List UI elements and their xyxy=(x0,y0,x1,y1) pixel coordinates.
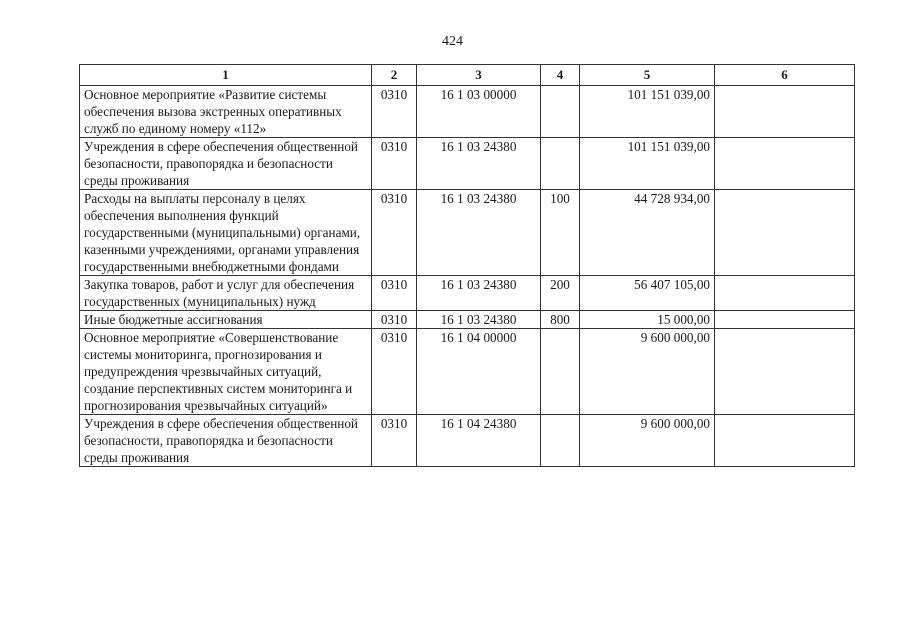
row-type: 800 xyxy=(541,311,580,329)
table-row xyxy=(80,276,855,311)
row-type xyxy=(541,415,580,467)
row-target: 16 1 03 24380 xyxy=(417,311,541,329)
row-target: 16 1 04 24380 xyxy=(417,415,541,467)
row-type: 200 xyxy=(541,276,580,311)
header-col-4: 4 xyxy=(541,65,580,86)
table-row xyxy=(80,86,855,138)
table-row xyxy=(80,415,855,467)
table-row xyxy=(80,138,855,190)
header-col-3: 3 xyxy=(417,65,541,86)
row-name: Закупка товаров, работ и услуг для обеспечения государственных (муниципальных) нужд xyxy=(80,276,372,311)
row-extra xyxy=(715,86,855,138)
row-amount: 56 407 105,00 xyxy=(580,276,715,311)
row-amount: 44 728 934,00 xyxy=(580,190,715,276)
row-name: Иные бюджетные ассигнования xyxy=(80,311,372,329)
row-extra xyxy=(715,329,855,415)
row-name: Основное мероприятие «Совершенствование системы мониторинга, прогнозирования и предупреждения чрезвычайных ситуаций, создание перспективных систем мониторинга и прогнозирования чрезвычайных ситуаций» xyxy=(80,329,372,415)
row-extra xyxy=(715,311,855,329)
row-extra xyxy=(715,138,855,190)
row-target: 16 1 03 24380 xyxy=(417,276,541,311)
row-section: 0310 xyxy=(372,415,417,467)
row-type xyxy=(541,329,580,415)
row-extra xyxy=(715,415,855,467)
table-header-row xyxy=(80,65,855,86)
row-target: 16 1 03 24380 xyxy=(417,138,541,190)
row-target: 16 1 04 00000 xyxy=(417,329,541,415)
row-target: 16 1 03 24380 xyxy=(417,190,541,276)
header-col-6: 6 xyxy=(715,65,855,86)
row-section: 0310 xyxy=(372,329,417,415)
row-amount: 9 600 000,00 xyxy=(580,329,715,415)
row-section: 0310 xyxy=(372,86,417,138)
row-amount: 101 151 039,00 xyxy=(580,86,715,138)
row-type xyxy=(541,86,580,138)
row-amount: 15 000,00 xyxy=(580,311,715,329)
row-name: Учреждения в сфере обеспечения общественной безопасности, правопорядка и безопасности среды проживания xyxy=(80,138,372,190)
row-extra xyxy=(715,276,855,311)
table-row xyxy=(80,311,855,329)
row-extra xyxy=(715,190,855,276)
row-amount: 9 600 000,00 xyxy=(580,415,715,467)
row-section: 0310 xyxy=(372,311,417,329)
row-name: Расходы на выплаты персоналу в целях обеспечения выполнения функций государственными (муниципальными) органами, казенными учреждениями, органами управления государственными внебюджетными фондами xyxy=(80,190,372,276)
header-col-1: 1 xyxy=(80,65,372,86)
header-col-5: 5 xyxy=(580,65,715,86)
page-number: 424 xyxy=(442,34,463,49)
table-row xyxy=(80,190,855,276)
row-type xyxy=(541,138,580,190)
table-row xyxy=(80,329,855,415)
row-section: 0310 xyxy=(372,190,417,276)
row-name: Учреждения в сфере обеспечения общественной безопасности, правопорядка и безопасности среды проживания xyxy=(80,415,372,467)
row-section: 0310 xyxy=(372,138,417,190)
row-type: 100 xyxy=(541,190,580,276)
row-amount: 101 151 039,00 xyxy=(580,138,715,190)
header-col-2: 2 xyxy=(372,65,417,86)
row-target: 16 1 03 00000 xyxy=(417,86,541,138)
row-name: Основное мероприятие «Развитие системы обеспечения вызова экстренных оперативных служб по единому номеру «112» xyxy=(80,86,372,138)
row-section: 0310 xyxy=(372,276,417,311)
budget-table xyxy=(79,64,855,467)
